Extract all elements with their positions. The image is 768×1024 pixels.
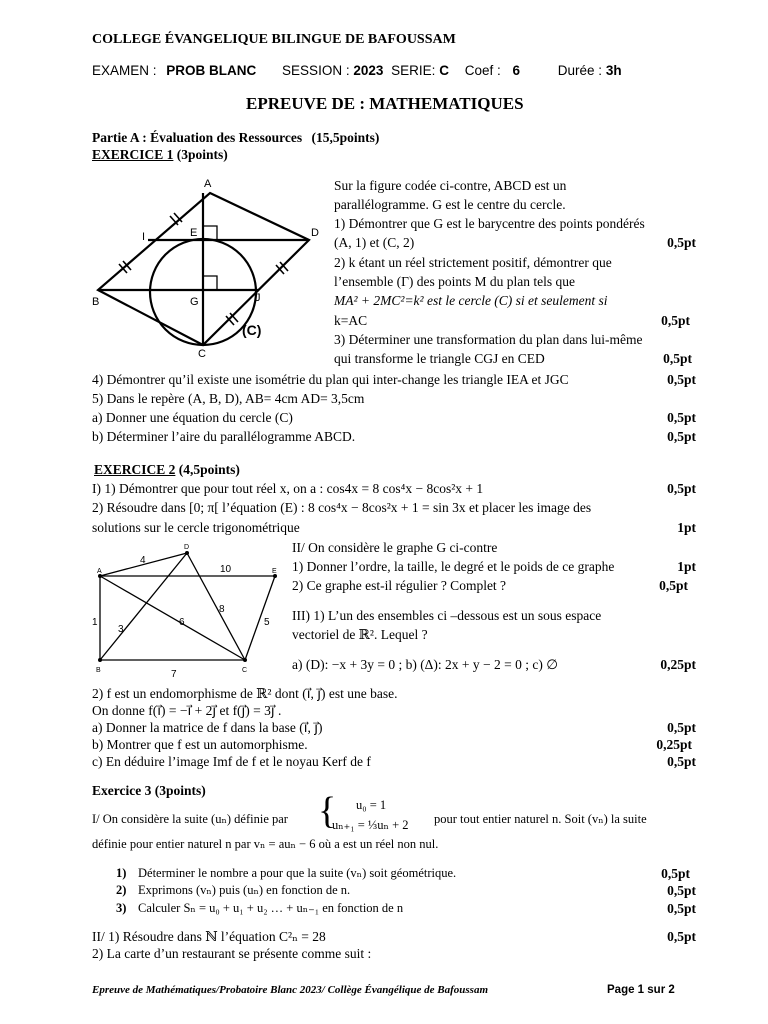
exam-value: PROB BLANC xyxy=(166,63,257,78)
ex1-line: 2) k étant un réel strictement positif, démontrer que xyxy=(334,255,612,270)
weight-ab: 1 xyxy=(92,617,98,628)
ex3-item-num: 1) xyxy=(116,866,127,880)
ex2-title: EXERCICE 2 xyxy=(94,462,176,477)
ex3-points: (3points) xyxy=(154,783,206,798)
session-value: 2023 xyxy=(353,63,384,78)
graph-vertex-c: C xyxy=(242,667,248,674)
ex3-item-text: Exprimons (vₙ) puis (uₙ) en fonction de n. xyxy=(138,883,351,897)
label-circle-c: (C) xyxy=(242,322,262,338)
part-a-heading xyxy=(92,130,379,146)
ex3-ii-line: 2) La carte d’un restaurant se présente comme suit : xyxy=(92,946,372,961)
system-brace: { xyxy=(318,790,337,832)
ex1-line: qui transforme le triangle CGJ en CED xyxy=(334,351,545,366)
ex2-heading xyxy=(94,462,240,478)
label-e: E xyxy=(190,227,198,239)
ex3-system-line2: uₙ₊₁ = ⅓uₙ + 2 xyxy=(332,818,409,832)
weight-bc: 7 xyxy=(171,669,177,680)
ex2-side-line: 1) Donner l’ordre, la taille, le degré et le poids de ce graphe xyxy=(292,559,615,574)
ex3-intro-part3: définie pour entier naturel n par vₙ = auₙ − 6 où a est un réel non nul. xyxy=(92,837,439,851)
label-a: A xyxy=(204,178,212,190)
ex3-points-1: 0,5pt xyxy=(661,866,690,881)
label-g: G xyxy=(190,296,199,308)
ex3-item-num: 3) xyxy=(116,901,127,915)
ex3-points-ii1: 0,5pt xyxy=(667,929,696,944)
ex1-line: 4) Démontrer qu’il existe une isométrie du plan qui inter-change les triangle IEA et JGC xyxy=(92,372,569,387)
ex1-points-q3: 0,5pt xyxy=(663,351,692,366)
exam-info-line xyxy=(92,63,622,79)
weight-ec: 5 xyxy=(264,617,270,628)
ex3-title: Exercice 3 xyxy=(92,783,152,798)
ex1-line: Sur la figure codée ci-contre, ABCD est un xyxy=(334,178,567,193)
ex3-item-text: Calculer Sₙ = u₀ + u₁ + u₂ … + uₙ₋₁ en fonction de n xyxy=(138,901,404,915)
weight-ae: 10 xyxy=(220,564,232,575)
ex1-line: (A, 1) et (C, 2) xyxy=(334,235,415,250)
ex1-line: a) Donner une équation du cercle (C) xyxy=(92,410,293,425)
ex3-points-3: 0,5pt xyxy=(667,901,696,916)
ex2-graph-figure xyxy=(90,540,290,680)
ex2-line: b) Montrer que f est un automorphisme. xyxy=(92,737,308,752)
ex2-side-line: II/ On considère le graphe G ci-contre xyxy=(292,540,498,555)
ex1-line: parallélogramme. G est le centre du cercle. xyxy=(334,197,566,212)
ex3-points-2: 0,5pt xyxy=(667,883,696,898)
coef-value: 6 xyxy=(512,63,521,78)
graph-vertex-e: E xyxy=(272,568,277,575)
ex2-line: c) En déduire l’image Imf de f et le noyau Kerf de f xyxy=(92,754,371,769)
ex3-intro-part1: I/ On considère la suite (uₙ) définie par xyxy=(92,812,288,826)
ex3-heading xyxy=(92,783,206,799)
ex1-points-q5b: 0,5pt xyxy=(667,429,696,444)
ex2-points-c: 0,5pt xyxy=(667,754,696,769)
ex3-item-text: Déterminer le nombre a pour que la suite (vₙ) soit géométrique. xyxy=(138,866,457,880)
ex1-geometry-figure xyxy=(88,174,328,364)
ex3-system-line1: u₀ = 1 xyxy=(356,798,387,812)
session-label: SESSION : xyxy=(282,63,350,78)
graph-vertex-d: D xyxy=(184,544,190,551)
ex2-points-iii1: 0,25pt xyxy=(660,657,696,672)
ex2-points: (4,5points) xyxy=(178,462,240,477)
ex2-points-ii1: 1pt xyxy=(677,559,696,574)
ex1-line: 1) Démontrer que G est le barycentre des points pondérés xyxy=(334,216,645,231)
ex2-line: a) Donner la matrice de f dans la base (i⃗, j⃗) xyxy=(92,720,323,735)
ex2-points-i1: 0,5pt xyxy=(667,481,696,496)
duree-label: Durée : xyxy=(557,63,603,78)
ex1-line: 5) Dans le repère (A, B, D), AB= 4cm AD= 3,5cm xyxy=(92,391,365,406)
page-number: Page 1 sur 2 xyxy=(607,984,675,996)
graph-vertex-b: B xyxy=(96,667,101,674)
school-name: COLLEGE ÉVANGELIQUE BILINGUE DE BAFOUSSAM xyxy=(92,32,456,47)
serie-label: SERIE: xyxy=(391,63,436,78)
footer-text: Epreuve de Mathématiques/Probatoire Blanc 2023/ Collège Évangélique de Bafoussam xyxy=(92,984,488,996)
ex2-side-line: 2) Ce graphe est-il régulier ? Complet ? xyxy=(292,578,507,593)
ex1-line: k=AC xyxy=(334,313,368,328)
label-c: C xyxy=(198,348,206,360)
ex1-title: EXERCICE 1 xyxy=(92,147,174,162)
coef-label: Coef : xyxy=(464,63,501,78)
weight-ac: 6 xyxy=(179,617,185,628)
label-j: J xyxy=(255,292,261,304)
ex1-points-q1: 0,5pt xyxy=(667,235,696,250)
ex2-line: 2) Résoudre dans [0; π[ l’équation (E) : 8 cos⁴x − 8cos²x + 1 = sin 3x et placer les image des xyxy=(92,500,592,515)
ex2-points-i2: 1pt xyxy=(677,520,696,535)
ex1-points: (3points) xyxy=(176,147,228,162)
label-b: B xyxy=(92,296,100,308)
ex2-points-a: 0,5pt xyxy=(667,720,696,735)
weight-dc: 8 xyxy=(219,604,225,615)
exam-label: EXAMEN : xyxy=(92,63,157,78)
ex1-line: MA² + 2MC²=k² est le cercle (C) si et seulement si xyxy=(334,293,608,308)
ex1-points-q2: 0,5pt xyxy=(661,313,690,328)
label-d: D xyxy=(311,227,319,239)
label-i: I xyxy=(142,231,146,243)
ex1-line: l’ensemble (Γ) des points M du plan tels que xyxy=(334,274,576,289)
exam-title: EPREUVE DE : MATHEMATIQUES xyxy=(246,94,524,113)
ex3-ii-line: II/ 1) Résoudre dans ℕ l’équation C²ₙ = 28 xyxy=(92,929,326,944)
ex3-item-num: 2) xyxy=(116,883,127,897)
ex2-line: I) 1) Démontrer que pour tout réel x, on a : cos4x = 8 cos⁴x − 8cos²x + 1 xyxy=(92,481,484,496)
ex1-points-q4: 0,5pt xyxy=(667,372,696,387)
ex2-line: 2) f est un endomorphisme de ℝ² dont (i⃗, j⃗) est une base. xyxy=(92,686,398,701)
ex2-side-line: vectoriel de ℝ². Lequel ? xyxy=(292,627,428,642)
ex2-line: On donne f(i⃗) = −i⃗ + 2j⃗ et f(j⃗) = 3j⃗ . xyxy=(92,703,282,718)
ex1-points-q5a: 0,5pt xyxy=(667,410,696,425)
ex2-side-line: III) 1) L’un des ensembles ci –dessous est un sous espace xyxy=(292,608,602,623)
part-a-title: Partie A : Évaluation des Ressources xyxy=(92,130,303,145)
duree-value: 3h xyxy=(605,63,622,78)
ex2-points-b: 0,25pt xyxy=(656,737,692,752)
ex1-line: b) Déterminer l’aire du parallélogramme ABCD. xyxy=(92,429,356,444)
ex2-line: solutions sur le cercle trigonométrique xyxy=(92,520,300,535)
ex2-points-ii2: 0,5pt xyxy=(659,578,688,593)
weight-bd: 3 xyxy=(118,624,124,635)
serie-value: C xyxy=(439,63,449,78)
graph-vertex-a: A xyxy=(97,568,102,575)
weight-ad: 4 xyxy=(140,555,146,566)
ex1-line: 3) Déterminer une transformation du plan dans lui-même xyxy=(334,332,643,347)
ex3-intro-part2: pour tout entier naturel n. Soit (vₙ) la suite xyxy=(434,812,647,826)
ex2-side-line: a) (D): −x + 3y = 0 ; b) (Δ): 2x + y − 2 = 0 ; c) ∅ xyxy=(292,657,558,672)
part-a-points: (15,5points) xyxy=(311,130,380,145)
ex1-heading xyxy=(92,147,228,163)
